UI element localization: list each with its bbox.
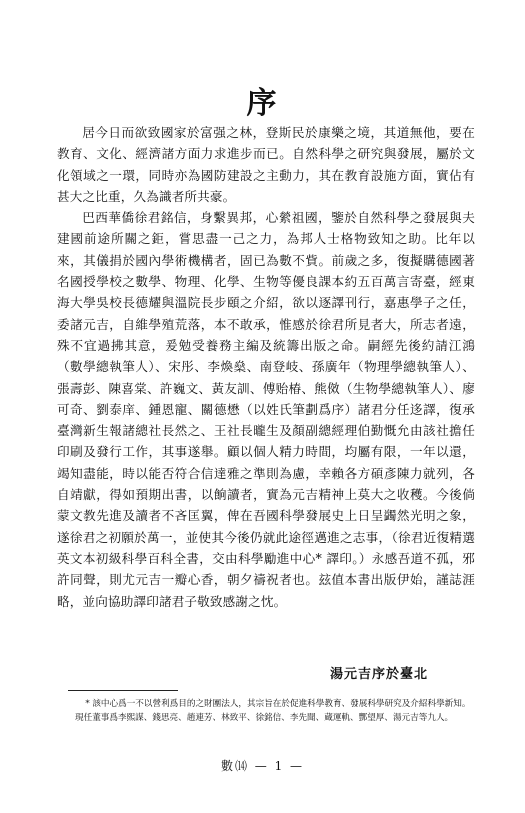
footnote: * 該中心爲一不以營利爲目的之財團法人，其宗旨在於促進科學教育、發展科學研究及介紹科學新知。現任董事爲李熙謀、錢思亮、趙連芳、林致平、徐銘信、李先聞、蔵運軌、酆望厚、湯元吉等九人。: [75, 699, 471, 723]
page-number: 數⒁ — 1 —: [220, 759, 305, 773]
paragraph-2: 巴西華僑徐君銘信，身繫異邦，心縈祖國，鑒於自然科學之發展與夫建國前途所關之鉅，嘗思盡一己之力，為邦人士格物致知之助。比年以來，其儀捐於國內學術機構者，固已為數不貲。前歲之多，復擬購德國著名國授學校之數學、物理、化學、生物等優良課本約五百萬言寄臺，經東海大學吳校長德耀與溫院長步頤之介紹，欲以逐譯刊行，嘉惠學子之任，委諸元吉，自維學殖荒落，本不敢承，惟感於徐君所見者大，所志者遠，殊不宜過拂其意，爰勉受養務主編及統籌出版之命。嗣經先後約請江鴻（數學總執筆人）、宋彤、李煥燊、南登岐、孫廣年（物理學總執筆人）、張壽彭、陳喜棠、許巍文、黃友訓、傅贻椿、熊傚（生物學總執筆人）、廖可奇、劉泰庠、鍾恩寵、關德懋（以姓氏筆劃爲序）諸君分任迻譯，復承臺灣新生報諸總社長然之、王社長曨生及顏副總經理伯勤慨允由該社擔任印刷及發行工作，其事遂舉。顧以個人精力時間，均屬有限，一年以還，竭知盡能，時以能否符合信達雅之準則為慮，幸賴各方碩彥陳力就列，各自靖獻，得如預期出書，以餉讀者，實為元吉精神上莫大之收穫。今後倘蒙文教先進及讀者不吝匡翼，俾在吾國科學發展史上日呈蠲然光明之象，遂徐君之初願於萬一，並使其今後仍就此途徑邁進之志事，（徐君近復精選英文本初級科學百科全書，交由科學勵進中心* 譯印。）永感吾道不孤，邪許同聲，則尤元吉一瓣心香，朝夕禱祝者也。玆值本書出版伊始，謹誌涯略，並向協助譯印諸君子敬致感謝之忱。: [57, 210, 475, 609]
footnote-divider: [68, 690, 178, 691]
paragraph-1: 居今日而欲致國家於富强之林，登斯民於康樂之境，其道無他，要在教育、文化、經濟諸方面力求進步而已。自然科學之研究與發展，屬於文化領域之一環，同時亦為國防建設之主動力，其在教育設施方面，實佔有甚大之比重，久為識者所共豪。: [57, 125, 475, 204]
page-title: 序: [246, 86, 279, 121]
preface-body: [57, 122, 475, 612]
author-signature: 湯元吉序於臺北: [330, 667, 429, 682]
